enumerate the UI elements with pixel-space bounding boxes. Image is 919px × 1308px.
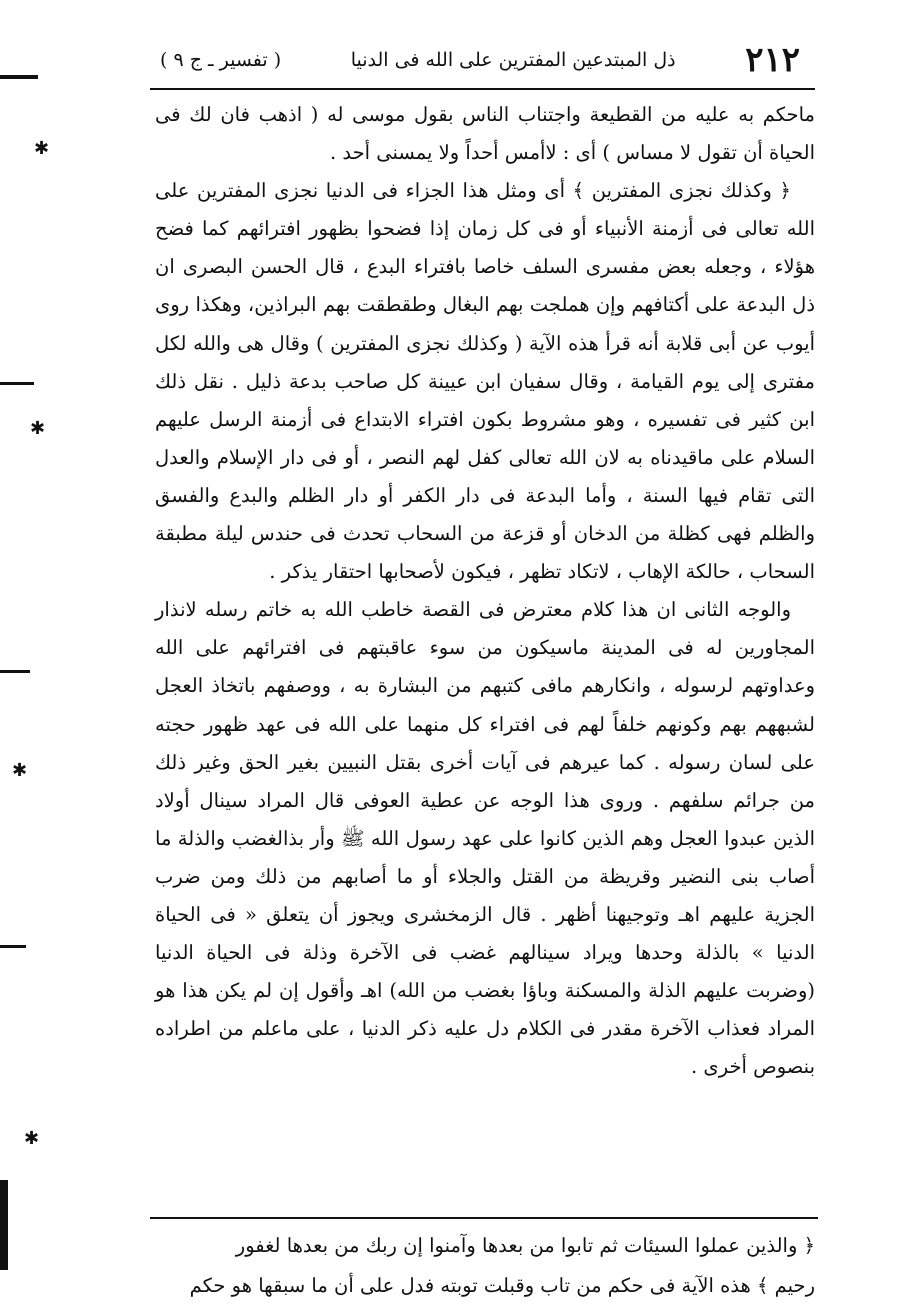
header-rule bbox=[150, 88, 815, 90]
margin-scan-mark bbox=[0, 945, 26, 948]
margin-scan-mark bbox=[0, 382, 34, 385]
paragraph: ﴿ وكذلك نجزى المفترين ﴾ أى ومثل هذا الجزاء فى الدنيا نجزى المفترين على الله تعالى فى أزمنة الأنبياء أو فى كل زمان إذا فضحوا بظهور افترائهم كما فضح هؤلاء ، وجعله بعض مفسرى السلف خاصا بافتراء البدع ، قال الحسن البصرى ان ذل البدعة على أكتافهم وإن هملجت بهم البغال وطقطقت بهم البراذين، وهكذا روى أيوب عن أبى قلابة أنه قرأ هذه الآية ( وكذلك نجزى المفترين ) وقال هى والله لكل مفترى إلى يوم القيامة ، وقال سفيان ابن عيينة كل صاحب بدعة ذليل . نقل ذلك ابن كثير فى تفسيره ، وهو مشروط بكون افتراء الابتداع فى أزمنة الرسل عليهم السلام على ماقيدناه به لان الله تعالى كفل لهم النصر ، أو فى دار الإسلام والعدل التى تقام فيها السنة ، وأما البدعة فى دار الكفر أو دار الظلم والبدع والفسق والظلم فهى كظلة من الدخان أو قزعة من السحاب تحدث فى حندس ليلة مطبقة السحاب ، حالكة الإهاب ، لاتكاد تظهر ، فيكون لأصحابها احتقار يذكر . bbox=[155, 179, 815, 584]
page-number: ٢١٢ bbox=[745, 40, 800, 80]
bottom-rule bbox=[150, 1217, 818, 1219]
paragraph: والوجه الثانى ان هذا كلام معترض فى القصة خاطب الله به خاتم رسله لانذار المجاورين له فى المدينة ماسيكون من سوء عاقبتهم فى افترائهم على الله وعداوتهم لرسوله ، وانكارهم مافى كتبهم من البشارة به ، ووصفهم باتخاذ العجل لشبههم بهم وكونهم خلفاً لهم فى افتراء كل منهما على الله فى عهد ظهور حجته على لسان رسوله . كما عيرهم فى آيات أخرى بقتل النبيين بغير الحق وغير ذلك من جرائم سلفهم . وروى هذا الوجه عن عطية العوفى قال المراد سينال أولاد الذين عبدوا العجل وهم الذين كانوا على عهد رسول الله ﷺ وأر بذالغضب والذلة ما أصاب بنى النضير وقريظة من القتل والجلاء أو ما أصابهم من ذلك ومن ضرب الجزية عليهم اهـ وتوجيهنا أظهر . قال الزمخشرى ويجوز أن يتعلق « فى الحياة الدنيا » بالذلة وحدها ويراد سينالهم غضب فى الآخرة وذلة فى الحياة الدنيا (وضربت عليهم الذلة والمسكنة وباؤا بغضب من الله) اهـ وأقول إن لم يكن هذا هو المراد فعذاب الآخرة مقدر فى الكلام دل عليه ذكر الدنيا ، على ماعلم من اطراده بنصوص أخرى . bbox=[155, 598, 815, 1079]
margin-scan-mark bbox=[0, 75, 38, 79]
ink-blot-icon: ✱ bbox=[12, 760, 28, 781]
margin-scan-mark bbox=[0, 1180, 8, 1270]
paragraph: ماحكم به عليه من القطيعة واجتناب الناس بقول موسى له ( اذهب فان لك فى الحياة أن تقول لا مساس ) أى : لاأمس أحداً ولا يمسنى أحد . bbox=[155, 103, 815, 165]
body-text bbox=[155, 96, 815, 1086]
running-title: ذل المبتدعين المفترين على الله فى الدنيا bbox=[350, 49, 676, 71]
section-reference: ( تفسير ـ ج ٩ ) bbox=[160, 49, 282, 71]
ink-blot-icon: ✱ bbox=[34, 138, 50, 159]
ink-blot-icon: ✱ bbox=[30, 418, 46, 439]
margin-scan-mark bbox=[0, 670, 30, 673]
next-verse-block bbox=[155, 1226, 815, 1306]
verse-line: ﴿ والذين عملوا السيئات ثم تابوا من بعدها وآمنوا إن ربك من بعدها لغفور bbox=[235, 1234, 815, 1257]
ink-blot-icon: ✱ bbox=[24, 1128, 40, 1149]
verse-line: رحيم ﴾ هذه الآية فى حكم من تاب وقبلت توبته فدل على أن ما سبقها هو حكم bbox=[189, 1274, 815, 1297]
page-header bbox=[160, 38, 800, 82]
